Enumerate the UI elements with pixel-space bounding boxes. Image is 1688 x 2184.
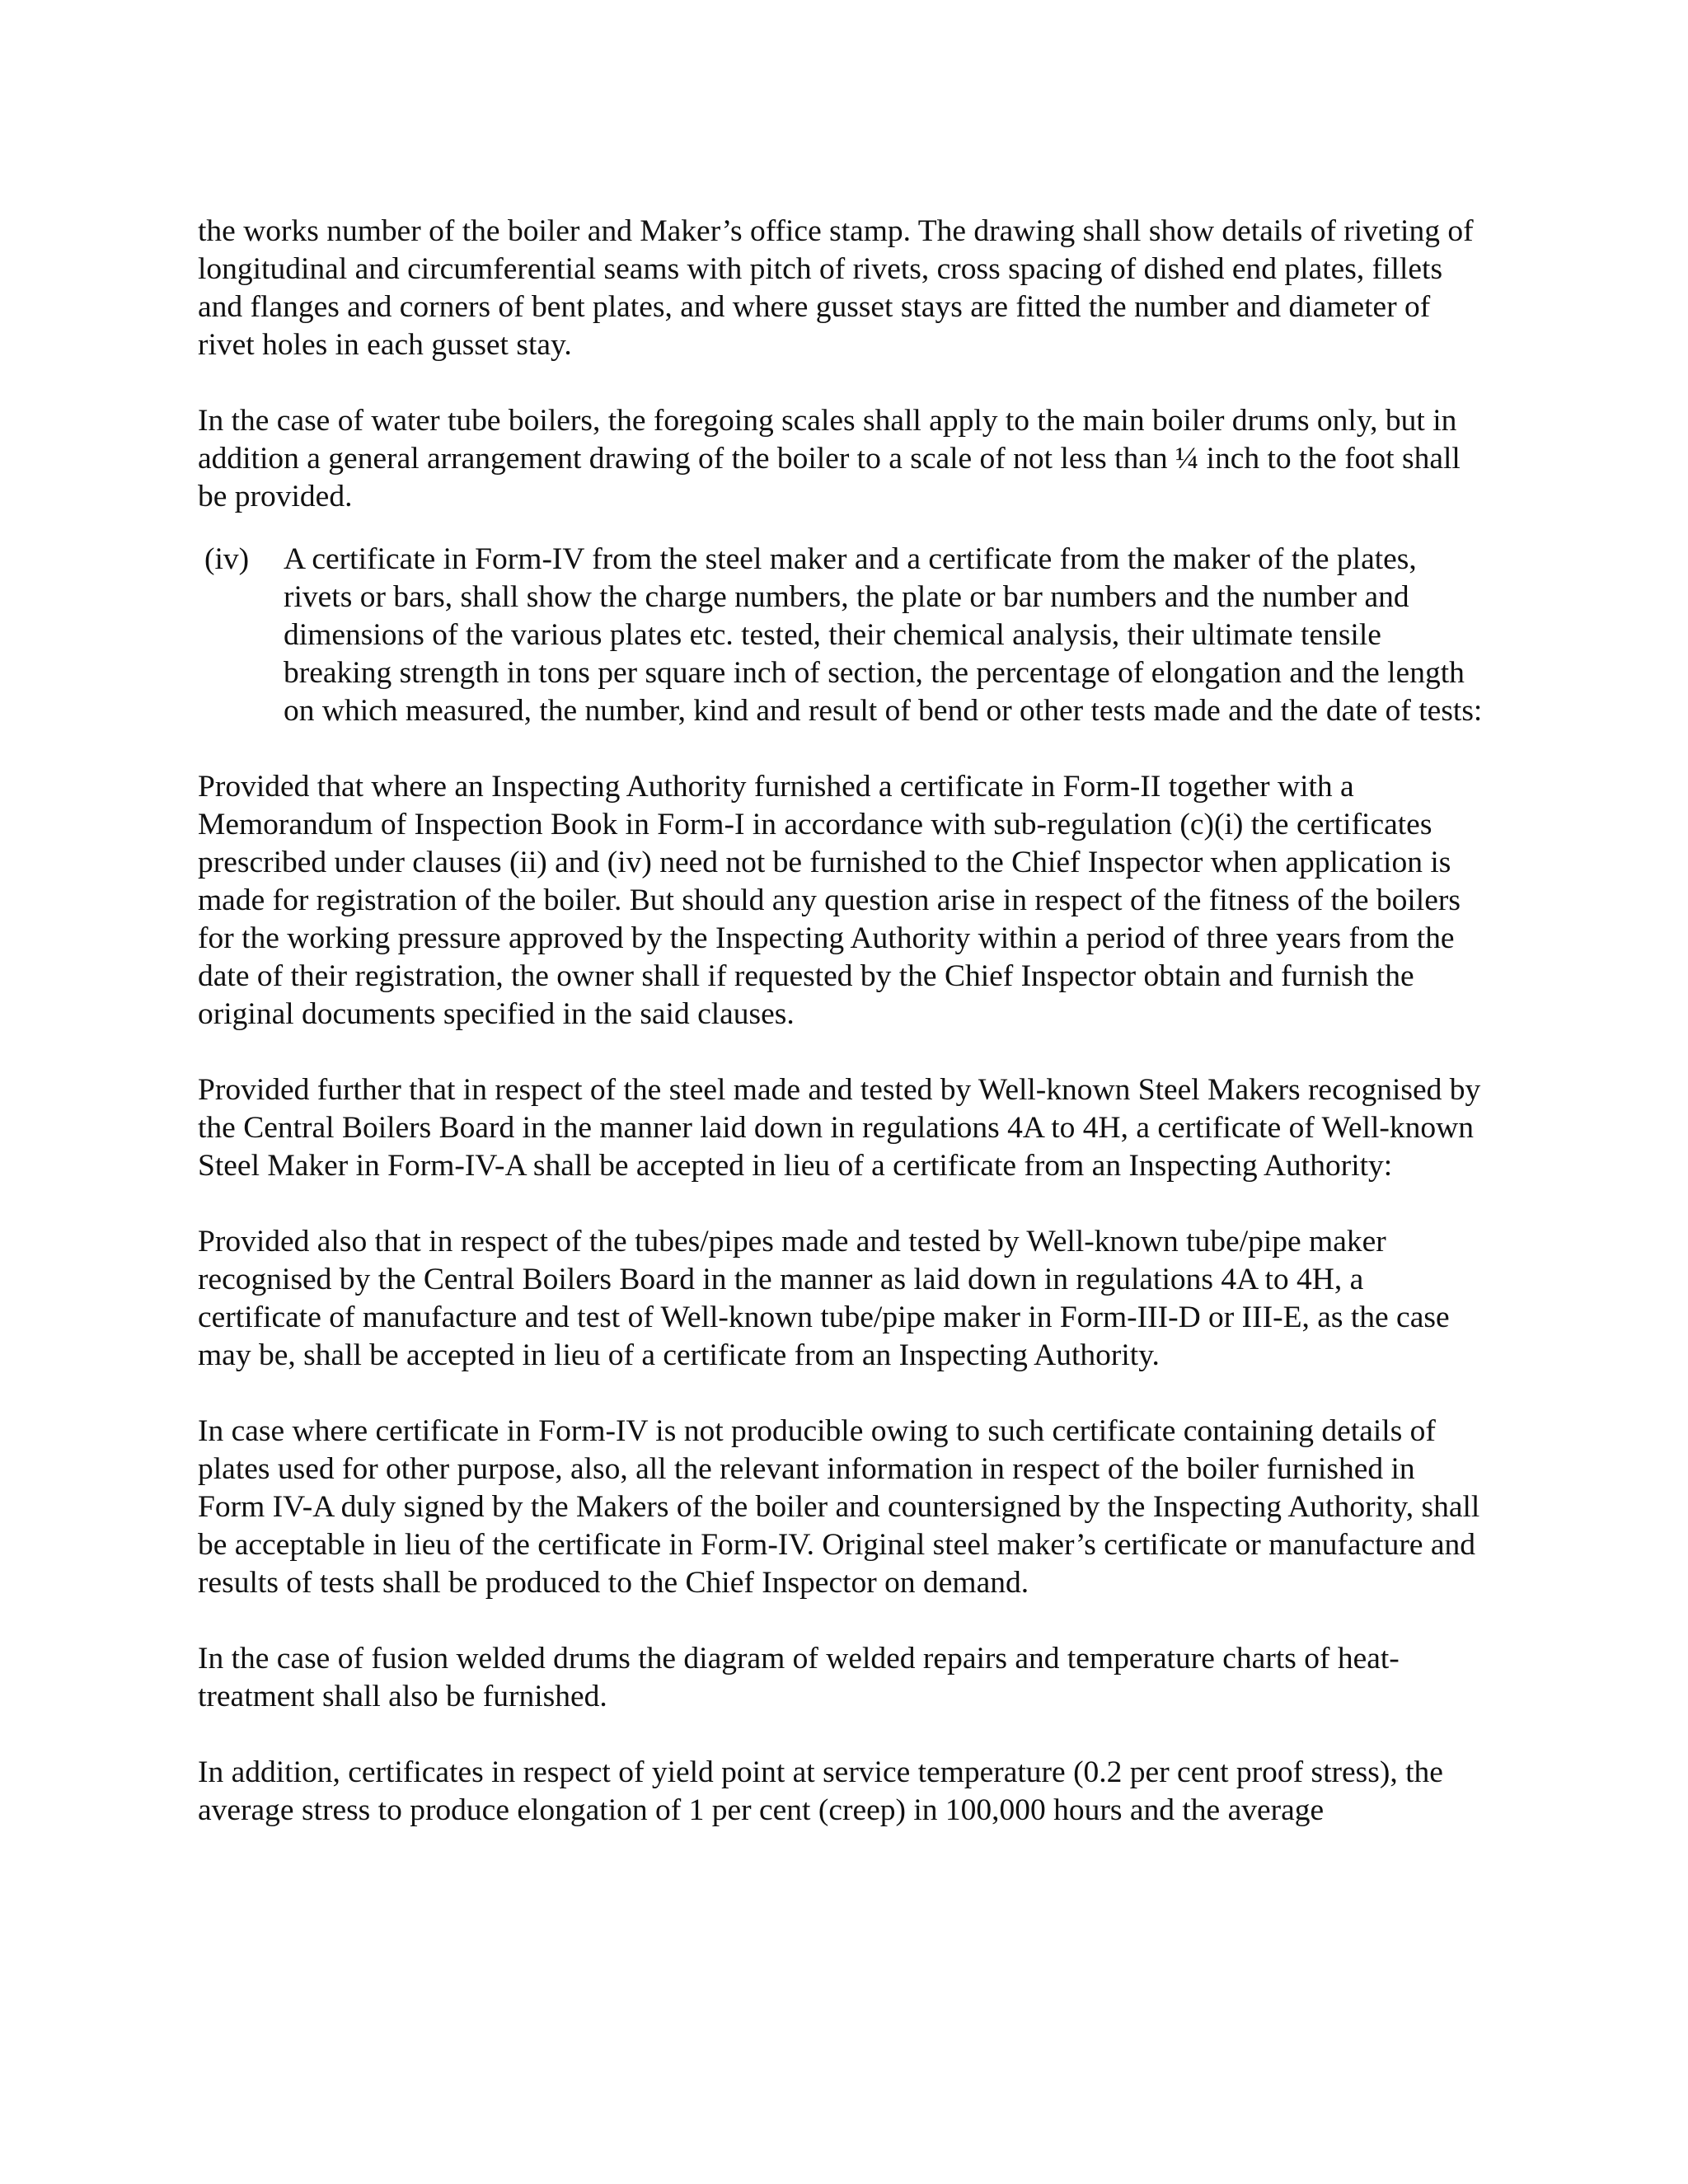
paragraph-yield-point-certificates: In addition, certificates in respect of yield point at service temperature (0.2 per cent proof stress), the average stress to produce elongation of 1 per cent (creep) in 100,000 hours and the average: [198, 1755, 1443, 1827]
document-body: [198, 213, 1484, 1830]
paragraph-drawing-details: the works number of the boiler and Maker’s office stamp. The drawing shall show details of riveting of longitudinal and circumferential seams with pitch of rivets, cross spacing of dished end plates, fillets and flanges and corners of bent plates, and where gusset stays are fitted the number and diameter of rivet holes in each gusset stay.: [198, 214, 1474, 362]
clause-iv: [204, 541, 1484, 730]
paragraph-proviso-tube-pipe-makers: Provided also that in respect of the tubes/pipes made and tested by Well-known tube/pipe maker recognised by the Central Boilers Board in the manner as laid down in regulations 4A to 4H, a certificate of manufacture and test of Well-known tube/pipe maker in Form-III-D or III-E, as the case may be, shall be accepted in lieu of a certificate from an Inspecting Authority.: [198, 1225, 1450, 1372]
paragraph-water-tube-boilers: In the case of water tube boilers, the foregoing scales shall apply to the main boiler drums only, but in addition a general arrangement drawing of the boiler to a scale of not less than ¼ inch to the foot shall be provided.: [198, 404, 1461, 513]
clause-iv-number: (iv): [204, 542, 250, 576]
paragraph-fusion-welded-drums: In the case of fusion welded drums the diagram of welded repairs and temperature charts of heat-treatment shall also be furnished.: [198, 1642, 1400, 1713]
paragraph-proviso-steel-makers: Provided further that in respect of the steel made and tested by Well-known Steel Makers recognised by the Central Boilers Board in the manner laid down in regulations 4A to 4H, a certificate of Well-known Steel Maker in Form-IV-A shall be accepted in lieu of a certificate from an Inspecting Authority:: [198, 1073, 1481, 1183]
clause-iv-text: A certificate in Form-IV from the steel maker and a certificate from the maker of the plates, rivets or bars, shall show the charge numbers, the plate or bar numbers and the number and dimensions of the various plates etc. tested, their chemical analysis, their ultimate tensile breaking strength in tons per square inch of section, the percentage of elongation and the length on which measured, the number, kind and result of bend or other tests made and the date of tests:: [284, 542, 1483, 728]
paragraph-form-iv-not-producible: In case where certificate in Form-IV is not producible owing to such certificate containing details of plates used for other purpose, also, all the relevant information in respect of the boiler furnished in Form IV-A duly signed by the Makers of the boiler and countersigned by the Inspecting Authority, shall be acceptable in lieu of the certificate in Form-IV. Original steel maker’s certificate or manufacture and results of tests shall be produced to the Chief Inspector on demand.: [198, 1414, 1480, 1600]
paragraph-proviso-inspecting-authority: Provided that where an Inspecting Authority furnished a certificate in Form-II together with a Memorandum of Inspection Book in Form-I in accordance with sub-regulation (c)(i) the certificates prescribed under clauses (ii) and (iv) need not be furnished to the Chief Inspector when application is made for registration of the boiler. But should any question arise in respect of the fitness of the boilers for the working pressure approved by the Inspecting Authority within a period of three years from the date of their registration, the owner shall if requested by the Chief Inspector obtain and furnish the original documents specified in the said clauses.: [198, 770, 1461, 1031]
